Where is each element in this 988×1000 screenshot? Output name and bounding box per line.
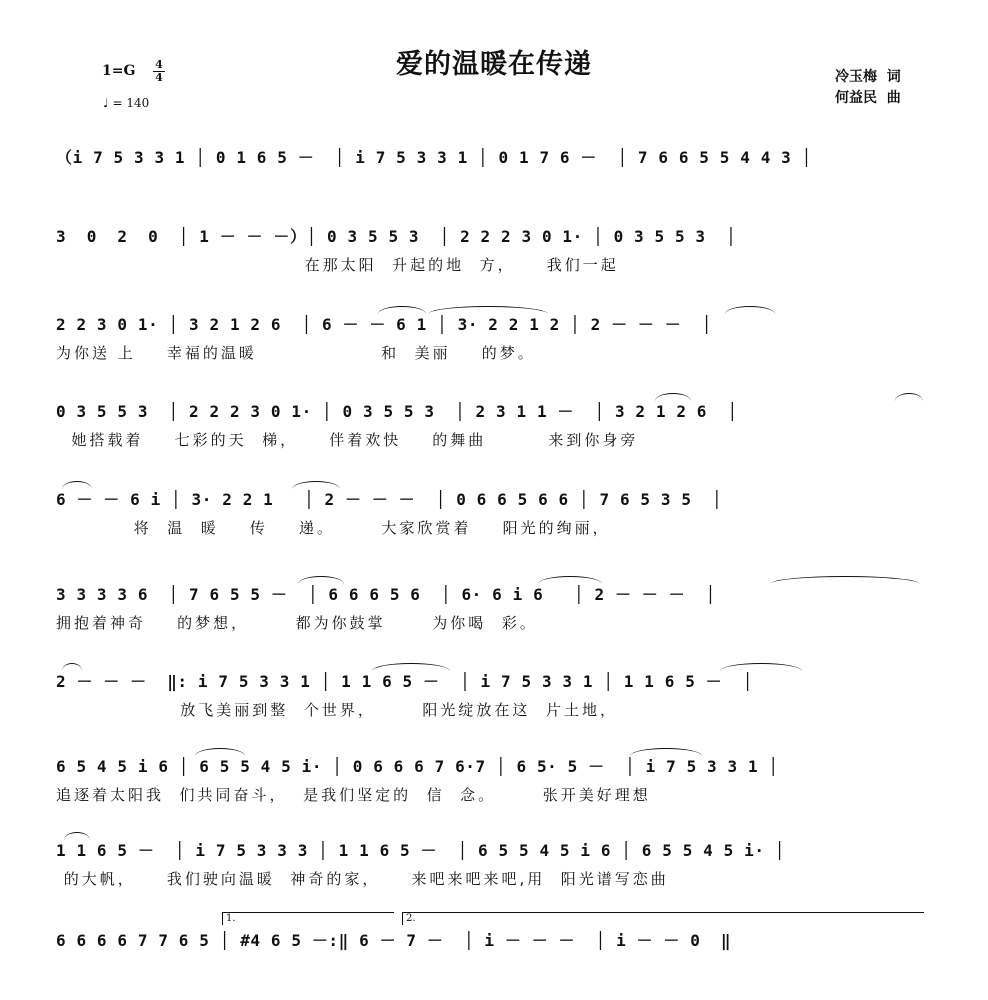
slur: [720, 663, 802, 671]
slur: [630, 748, 702, 756]
slur: [655, 393, 691, 401]
score-row-10: [0, 913, 988, 986]
song-title: 爱的温暖在传递: [396, 49, 592, 80]
slur: [64, 832, 90, 840]
score-row-1: [0, 143, 988, 203]
lyrics-line: [56, 173, 932, 199]
lyrics-line: 为你送 上 幸福的温暖 和 美丽 的梦。: [56, 344, 536, 362]
lyrics-line: 追逐着太阳我 们共同奋斗， 是我们坚定的 信 念。 张开美好理想: [56, 786, 651, 804]
notes-line: 6 － － 6 i │ 3· 2 2 1 │ 2 － － － │ 0 6 6 5 6 6 │ 7 6 5 3 5 │: [56, 490, 723, 509]
slur: [372, 663, 450, 671]
notes-line: （i 7 5 3 3 1 │ 0 1 6 5 － │ i 7 5 3 3 1 │ 0 1 7 6 － │ 7 6 6 5 5 4 4 3 │: [56, 148, 812, 167]
slur: [62, 663, 82, 671]
credits: [835, 67, 901, 109]
composer-credit: 何益民 曲: [835, 90, 901, 106]
lyrics-line: 将 温 暖 传 递。 大家欣赏着 阳光的绚丽，: [56, 519, 611, 537]
slur: [428, 306, 548, 314]
slur: [292, 481, 340, 489]
score-row-9: [0, 836, 988, 896]
notes-line: 3 3 3 3 6 │ 7 6 5 5 － │ 6 6 6 5 6 │ 6· 6 i 6 │ 2 － － － │: [56, 585, 716, 604]
volta-1: 1.: [222, 912, 394, 925]
time-sig-top: 4: [155, 58, 163, 71]
slur: [378, 306, 426, 314]
slur: [725, 306, 775, 314]
score-row-7: [0, 667, 988, 727]
lyrics-line: 放飞美丽到整 个世界， 阳光绽放在这 片土地，: [56, 701, 618, 719]
volta-2: 2.: [402, 912, 924, 925]
score-row-8: [0, 752, 988, 812]
lyrics-line: 在那太阳 升起的地 方， 我们一起: [56, 256, 619, 274]
slur: [895, 393, 923, 401]
notes-line: 2 2 3 0 1· │ 3 2 1 2 6 │ 6 － － 6 1 │ 3· 2 2 1 2 │ 2 － － － │: [56, 315, 713, 334]
notes-line: 3 0 2 0 │ 1 － － －）│ 0 3 5 5 3 │ 2 2 2 3 0 1· │ 0 3 5 5 3 │: [56, 227, 737, 246]
lyrics-line: 的大帆， 我们驶向温暖 神奇的家， 来吧来吧来吧,用 阳光谱写恋曲: [56, 870, 669, 888]
tempo-marking: ♩ = 140: [103, 96, 150, 110]
score-row-4: [0, 397, 988, 457]
slur: [62, 481, 92, 489]
time-sig-bottom: 4: [155, 71, 163, 84]
score-row-6: [0, 580, 988, 640]
slur: [298, 576, 344, 584]
score-row-2: [0, 222, 988, 282]
score-row-3: [0, 310, 988, 370]
lyricist-credit: 冷玉梅 词: [835, 69, 901, 85]
time-signature: [153, 60, 165, 83]
slur: [538, 576, 602, 584]
notes-line: 2 － － － ‖: i 7 5 3 3 1 │ 1 1 6 5 － │ i 7 5 3 3 1 │ 1 1 6 5 － │: [56, 672, 753, 691]
key-signature: 1=G: [102, 63, 136, 79]
slur: [770, 576, 920, 584]
notes-line: 0 3 5 5 3 │ 2 2 2 3 0 1· │ 0 3 5 5 3 │ 2 3 1 1 － │ 3 2 1 2 6 │: [56, 402, 738, 421]
lyrics-line: 拥抱着神奇 的梦想， 都为你鼓掌 为你喝 彩。: [56, 614, 538, 632]
notes-line: 6 6 6 6 7 7 6 5 │ #4 6 5 －:‖ 6 － 7 － │ i － － － │ i － － 0 ‖: [56, 931, 732, 950]
score-row-5: [0, 485, 988, 545]
slur: [195, 748, 245, 756]
lyrics-line: 她搭载着 七彩的天 梯， 伴着欢快 的舞曲 来到你身旁: [56, 431, 639, 449]
notes-line: 1 1 6 5 － │ i 7 5 3 3 3 │ 1 1 6 5 － │ 6 5 5 4 5 i 6 │ 6 5 5 4 5 i· │: [56, 841, 786, 860]
notes-line: 6 5 4 5 i 6 │ 6 5 5 4 5 i· │ 0 6 6 6 7 6·7 │ 6 5· 5 － │ i 7 5 3 3 1 │: [56, 757, 779, 776]
lyrics-line: [56, 956, 932, 982]
